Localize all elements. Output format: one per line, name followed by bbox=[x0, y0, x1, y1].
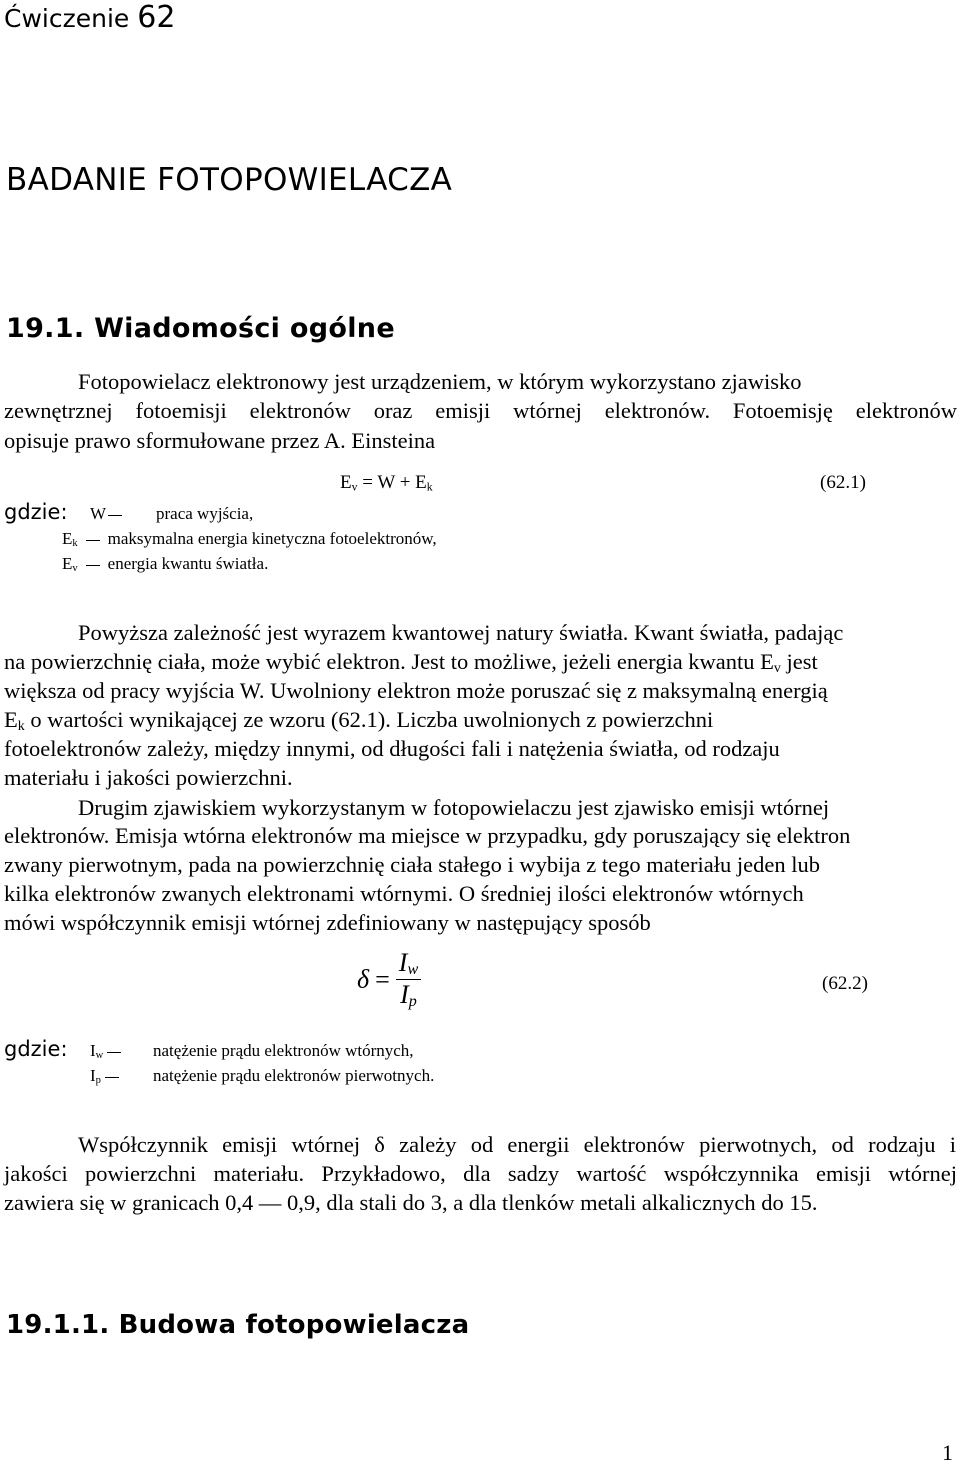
den-sub-p: p bbox=[408, 993, 417, 1011]
para2-line-2 bbox=[4, 649, 957, 677]
para2-line-4 bbox=[4, 707, 957, 735]
eq1-sub-k: k bbox=[426, 480, 433, 494]
delta-symbol: δ bbox=[357, 964, 370, 994]
para4-line-3: zawiera się w granicach 0,4 — 0,9, dla stali do 3, a dla tlenków metali alkalicznych do 15. bbox=[4, 1190, 818, 1215]
Ek-symbol: E bbox=[62, 529, 73, 548]
Iw-sub: w bbox=[95, 1050, 104, 1062]
Ip-sub: p bbox=[95, 1075, 101, 1087]
para2-line-2-end: jest bbox=[780, 649, 818, 674]
eq1-e: E bbox=[340, 472, 352, 493]
subsection-heading: 19.1.1. Budowa fotopowielacza bbox=[6, 1310, 470, 1340]
equals-sign: = bbox=[375, 964, 390, 994]
eq1-sub-v: v bbox=[351, 480, 358, 494]
equation-62-2 bbox=[357, 948, 421, 1011]
eq1-middle: = W + E bbox=[357, 472, 427, 493]
fraction bbox=[396, 948, 421, 1011]
Ip-description: natężenie prądu elektronów pierwotnych. bbox=[153, 1066, 435, 1085]
para2-line-4-text: o wartości wynikającej ze wzoru (62.1). Liczba uwolnionych z powierzchni bbox=[24, 707, 714, 732]
para3-line-1: Drugim zjawiskiem wykorzystanym w fotopowielaczu jest zjawisko emisji wtórnej bbox=[78, 795, 830, 820]
para3-line-2: elektronów. Emisja wtórna elektronów ma miejsce w przypadku, gdy poruszający się elektron bbox=[4, 823, 851, 848]
exercise-heading bbox=[4, 0, 175, 35]
para3-line-3: zwany pierwotnym, pada na powierzchnię ciała stałego i wybija z tego materiału jeden lub bbox=[4, 852, 820, 877]
fraction-denominator bbox=[396, 980, 421, 1011]
Ev-description: energia kwantu światła. bbox=[107, 554, 269, 573]
intro-line-3: opisuje prawo sformułowane przez A. Einsteina bbox=[4, 428, 436, 453]
den-I: I bbox=[400, 980, 409, 1010]
document-title: BADANIE FOTOPOWIELACZA bbox=[6, 162, 453, 198]
section-heading: 19.1. Wiadomości ogólne bbox=[6, 313, 395, 344]
dash bbox=[107, 1052, 121, 1053]
W-description: praca wyjścia, bbox=[156, 504, 254, 523]
where2-row-Iw bbox=[90, 1041, 129, 1061]
Ev-symbol: E bbox=[62, 554, 73, 573]
intro-line-2: zewnętrznej fotoemisji elektronów oraz emisji wtórnej elektronów. Fotoemisję elektronów bbox=[4, 398, 957, 423]
page-number: 1 bbox=[942, 1440, 953, 1465]
para2-line-6: materiału i jakości powierzchni. bbox=[4, 765, 293, 790]
para2-line-3: większa od pracy wyjścia W. Uwolniony elektron może poruszać się z maksymalną energią bbox=[4, 678, 828, 703]
para2-line-5: fotoelektronów zależy, między innymi, od długości fali i natężenia światła, od rodzaju bbox=[4, 736, 780, 761]
fraction-numerator bbox=[396, 948, 421, 980]
dash bbox=[105, 1077, 119, 1078]
para2-line-2-text: na powierzchnię ciała, może wybić elektron. Jest to możliwe, jeżeli energia kwantu E bbox=[4, 649, 774, 674]
where2-row-Ip bbox=[90, 1066, 127, 1086]
where1-row-Ek bbox=[62, 529, 437, 549]
num-sub-w: w bbox=[407, 961, 419, 979]
where1-row-W bbox=[90, 504, 130, 524]
Ev-sub: v bbox=[72, 563, 78, 575]
Ek-description: maksymalna energia kinetyczna fotoelektronów, bbox=[107, 529, 437, 548]
dash bbox=[86, 565, 100, 566]
where-label-2: gdzie: bbox=[4, 1037, 68, 1061]
para4-line-1: Współczynnik emisji wtórnej δ zależy od energii elektronów pierwotnych, od rodzaju i bbox=[78, 1132, 956, 1157]
Iw-description: natężenie prądu elektronów wtórnych, bbox=[153, 1041, 414, 1060]
Ek-sub: k bbox=[72, 538, 78, 550]
exercise-word: Ćwiczenie bbox=[4, 4, 130, 33]
W-symbol: W bbox=[90, 504, 107, 523]
para3-line-5: mówi współczynnik emisji wtórnej zdefiniowany w następujący sposób bbox=[4, 910, 651, 935]
para2-sub-k: k bbox=[17, 718, 25, 734]
num-I: I bbox=[398, 948, 408, 977]
Ip-symbol: I bbox=[90, 1066, 96, 1085]
exercise-number: 62 bbox=[137, 0, 176, 35]
para2-line-1: Powyższa zależność jest wyrazem kwantowej natury światła. Kwant światła, padając bbox=[78, 620, 844, 645]
equation-number-62-1: (62.1) bbox=[820, 472, 866, 493]
Iw-symbol: I bbox=[90, 1041, 96, 1060]
where-label-1: gdzie: bbox=[4, 500, 68, 524]
para2-E: E bbox=[4, 707, 18, 732]
dash bbox=[86, 540, 100, 541]
para4-line-2: jakości powierzchni materiału. Przykładowo, dla sadzy wartość współczynnika emisji wtórnej bbox=[4, 1161, 957, 1186]
equation-number-62-2: (62.2) bbox=[822, 973, 868, 994]
equation-62-1 bbox=[340, 472, 433, 494]
para3-line-4: kilka elektronów zwanych elektronami wtórnymi. O średniej ilości elektronów wtórnych bbox=[4, 881, 804, 906]
dash bbox=[108, 515, 122, 516]
para2-sub-v: v bbox=[773, 660, 781, 676]
where1-row-Ev bbox=[62, 554, 268, 574]
intro-line-1: Fotopowielacz elektronowy jest urządzeniem, w którym wykorzystano zjawisko bbox=[78, 369, 802, 394]
